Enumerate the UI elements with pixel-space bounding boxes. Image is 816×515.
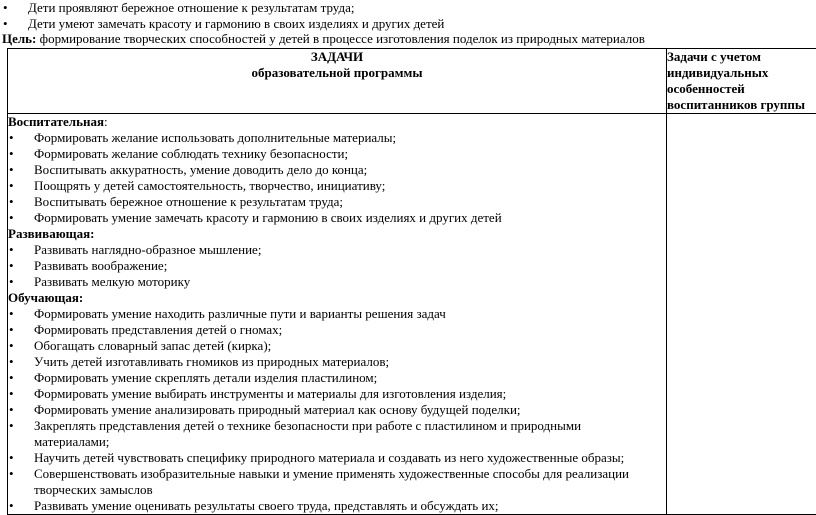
list-item: • Формировать умение анализировать природный материал как основу будущей поделки; <box>8 402 666 418</box>
bullet-icon: • <box>8 194 34 210</box>
list-item: • Закреплять представления детей о технике безопасности при работе с пластилином и природными материалами; <box>8 418 666 450</box>
bullet-icon: • <box>8 162 34 178</box>
list-item: • Поощрять у детей самостоятельность, творчество, инициативу; <box>8 178 666 194</box>
list-item: • Формировать умение скреплять детали изделия пластилином; <box>8 370 666 386</box>
list-item: • Формировать умение выбирать инструменты и материалы для изготовления изделия; <box>8 386 666 402</box>
bullet-icon: • <box>8 178 34 194</box>
goal-text: формирование творческих способностей у детей в процессе изготовления поделок из природных материалов <box>36 31 644 46</box>
bullet-icon: • <box>8 146 34 162</box>
bullet-icon: • <box>8 338 34 354</box>
goal-line <box>2 31 645 47</box>
bullet-icon: • <box>8 306 34 322</box>
tasks-body-cell <box>8 114 667 515</box>
bullet-icon: • <box>0 16 28 32</box>
bullet-icon: • <box>8 210 34 226</box>
outcome-bullet-item <box>0 0 816 16</box>
bullet-icon: • <box>8 498 34 514</box>
section-title-teaching: Обучающая: <box>8 290 666 306</box>
list-item: • Формировать желание использовать дополнительные материалы; <box>8 130 666 146</box>
list-item: • Формировать представления детей о гномах; <box>8 322 666 338</box>
header-tasks-title: ЗАДАЧИ <box>8 49 666 65</box>
list-item: • Воспитывать аккуратность, умение доводить дело до конца; <box>8 162 666 178</box>
outcome-bullet-item <box>0 16 816 32</box>
list-item: • Развивать воображение; <box>8 258 666 274</box>
goal-label: Цель: <box>2 31 36 46</box>
list-item: • Развивать наглядно-образное мышление; <box>8 242 666 258</box>
section-title-upbringing: Воспитательная: <box>8 114 666 130</box>
list-item: • Развивать мелкую моторику <box>8 274 666 290</box>
list-item: • Развивать умение оценивать результаты своего труда, представлять и обсуждать их; <box>8 498 666 514</box>
outcome-text: Дети умеют замечать красоту и гармонию в своих изделиях и других детей <box>28 16 444 32</box>
list-item: • Обогащать словарный запас детей (кирка); <box>8 338 666 354</box>
list-item: • Научить детей чувствовать специфику природного материала и создавать из него художественные образы; <box>8 450 666 466</box>
bullet-icon: • <box>8 130 34 146</box>
bullet-icon: • <box>8 242 34 258</box>
bullet-icon: • <box>8 258 34 274</box>
bullet-icon: • <box>8 402 34 418</box>
list-item: • Формировать желание соблюдать технику безопасности; <box>8 146 666 162</box>
individual-tasks-cell <box>667 114 816 515</box>
bullet-icon: • <box>8 274 34 290</box>
bullet-icon: • <box>8 370 34 386</box>
table-header-row <box>8 49 816 114</box>
bullet-icon: • <box>8 418 34 434</box>
list-item: • Формировать умение замечать красоту и гармонию в своих изделиях и других детей <box>8 210 666 226</box>
bullet-icon: • <box>8 322 34 338</box>
table-body-row <box>8 114 816 515</box>
bullet-icon: • <box>8 354 34 370</box>
bullet-icon: • <box>0 0 28 16</box>
bullet-icon: • <box>8 450 34 466</box>
list-item: • Совершенствовать изобразительные навыки и умение применять художественные способы для реализации творческих замыслов <box>8 466 666 498</box>
list-item: • Учить детей изготавливать гномиков из природных материалов; <box>8 354 666 370</box>
header-tasks-subtitle: образовательной программы <box>8 65 666 81</box>
header-tasks-cell <box>8 49 667 114</box>
list-item: • Формировать умение находить различные пути и варианты решения задач <box>8 306 666 322</box>
bullet-icon: • <box>8 466 34 482</box>
header-individual-cell: Задачи с учетом индивидуальных особенностей воспитанников группы <box>667 49 816 114</box>
section-title-developing: Развивающая: <box>8 226 666 242</box>
list-item: • Воспитывать бережное отношение к результатам труда; <box>8 194 666 210</box>
tasks-table <box>7 48 816 515</box>
outcome-text: Дети проявляют бережное отношение к результатам труда; <box>28 0 354 16</box>
bullet-icon: • <box>8 386 34 402</box>
outcome-bullet-list <box>0 0 816 32</box>
